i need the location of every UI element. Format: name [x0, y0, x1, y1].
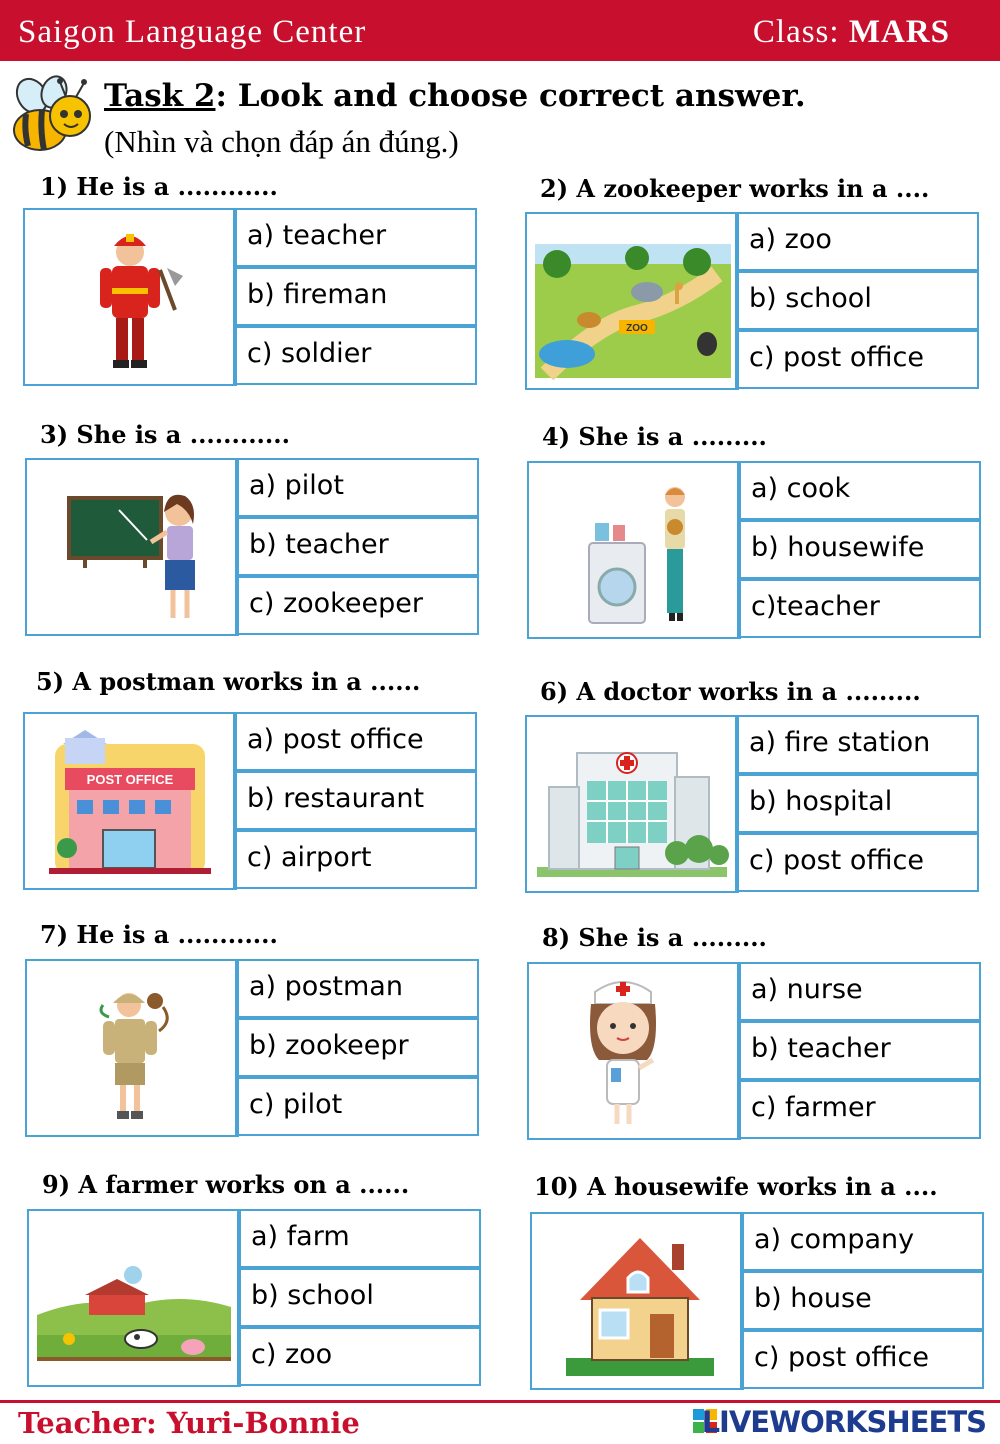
hospital-picture — [525, 715, 739, 893]
question-9-option-a[interactable]: a) farm — [237, 1209, 481, 1268]
center-name: Saigon Language Center — [18, 14, 367, 50]
nurse-picture — [527, 962, 741, 1140]
task-title — [104, 78, 806, 114]
question-4-option-b[interactable]: b) housewife — [737, 520, 981, 579]
question-7-option-b[interactable]: b) zookeepr — [235, 1018, 479, 1077]
footer-divider — [0, 1400, 1000, 1403]
question-1-card — [23, 208, 479, 386]
question-5-option-b[interactable]: b) restaurant — [233, 771, 477, 830]
question-8-prompt: 8) She is a ......... — [542, 923, 767, 952]
header-divider — [0, 58, 1000, 61]
question-4-prompt: 4) She is a ......... — [542, 422, 767, 451]
question-7-option-a[interactable]: a) postman — [235, 959, 479, 1018]
question-4-option-c[interactable]: c)teacher — [737, 579, 981, 638]
question-6-prompt: 6) A doctor works in a ......... — [540, 677, 921, 706]
class-label: Class: — [752, 14, 840, 50]
question-8-option-b[interactable]: b) teacher — [737, 1021, 981, 1080]
header-bar — [0, 0, 1000, 58]
question-5-prompt: 5) A postman works in a ...... — [36, 667, 421, 696]
question-7-card — [25, 959, 481, 1137]
zookeeper-picture — [25, 959, 239, 1137]
question-2-card — [525, 212, 981, 390]
question-9-card — [27, 1209, 483, 1387]
class-name: MARS — [848, 14, 950, 50]
bee-icon — [4, 74, 96, 158]
zoo-sign-text: ZOO — [626, 323, 648, 334]
question-3-option-c[interactable]: c) zookeeper — [235, 576, 479, 635]
question-1-prompt: 1) He is a ............ — [40, 172, 278, 201]
question-9-option-c[interactable]: c) zoo — [237, 1327, 481, 1386]
question-7-option-c[interactable]: c) pilot — [235, 1077, 479, 1136]
question-3-card — [25, 458, 481, 636]
question-5-option-a[interactable]: a) post office — [233, 712, 477, 771]
question-5-option-c[interactable]: c) airport — [233, 830, 477, 889]
task-instruction: : Look and choose correct answer. — [215, 78, 806, 114]
question-8-option-a[interactable]: a) nurse — [737, 962, 981, 1021]
question-6-option-b[interactable]: b) hospital — [735, 774, 979, 833]
question-3-prompt: 3) She is a ............ — [40, 420, 290, 449]
question-4-card — [527, 461, 983, 639]
question-2-option-b[interactable]: b) school — [735, 271, 979, 330]
liveworksheets-brand[interactable]: LIVEWORKSHEETS — [701, 1405, 986, 1439]
question-10-option-c[interactable]: c) post office — [740, 1330, 984, 1389]
question-6-card — [525, 715, 981, 893]
housewife-picture — [527, 461, 741, 639]
question-1-option-a[interactable]: a) teacher — [233, 208, 477, 267]
question-10-option-a[interactable]: a) company — [740, 1212, 984, 1271]
question-7-prompt: 7) He is a ............ — [40, 920, 278, 949]
question-6-option-c[interactable]: c) post office — [735, 833, 979, 892]
class-info — [753, 14, 950, 51]
question-2-option-a[interactable]: a) zoo — [735, 212, 979, 271]
question-3-option-a[interactable]: a) pilot — [235, 458, 479, 517]
post-office-sign-text: POST OFFICE — [86, 772, 174, 787]
question-3-option-b[interactable]: b) teacher — [235, 517, 479, 576]
question-9-prompt: 9) A farmer works on a ...... — [42, 1170, 410, 1199]
question-10-prompt: 10) A housewife works in a .... — [534, 1172, 938, 1201]
teacher-credit: Teacher: Yuri-Bonnie — [18, 1406, 360, 1440]
question-4-option-a[interactable]: a) cook — [737, 461, 981, 520]
post-office-picture — [23, 712, 237, 890]
question-8-card — [527, 962, 983, 1140]
house-picture — [530, 1212, 744, 1390]
zoo-picture — [525, 212, 739, 390]
question-8-option-c[interactable]: c) farmer — [737, 1080, 981, 1139]
question-6-option-a[interactable]: a) fire station — [735, 715, 979, 774]
question-2-option-c[interactable]: c) post office — [735, 330, 979, 389]
teacher-picture — [25, 458, 239, 636]
question-10-option-b[interactable]: b) house — [740, 1271, 984, 1330]
question-5-card — [23, 712, 479, 890]
question-1-option-c[interactable]: c) soldier — [233, 326, 477, 385]
question-1-option-b[interactable]: b) fireman — [233, 267, 477, 326]
question-9-option-b[interactable]: b) school — [237, 1268, 481, 1327]
question-10-card — [530, 1212, 986, 1390]
task-subtitle: (Nhìn và chọn đáp án đúng.) — [104, 124, 459, 159]
task-label: Task 2 — [104, 78, 216, 114]
fireman-picture — [23, 208, 237, 386]
question-2-prompt: 2) A zookeeper works in a .... — [540, 174, 930, 203]
farm-picture — [27, 1209, 241, 1387]
